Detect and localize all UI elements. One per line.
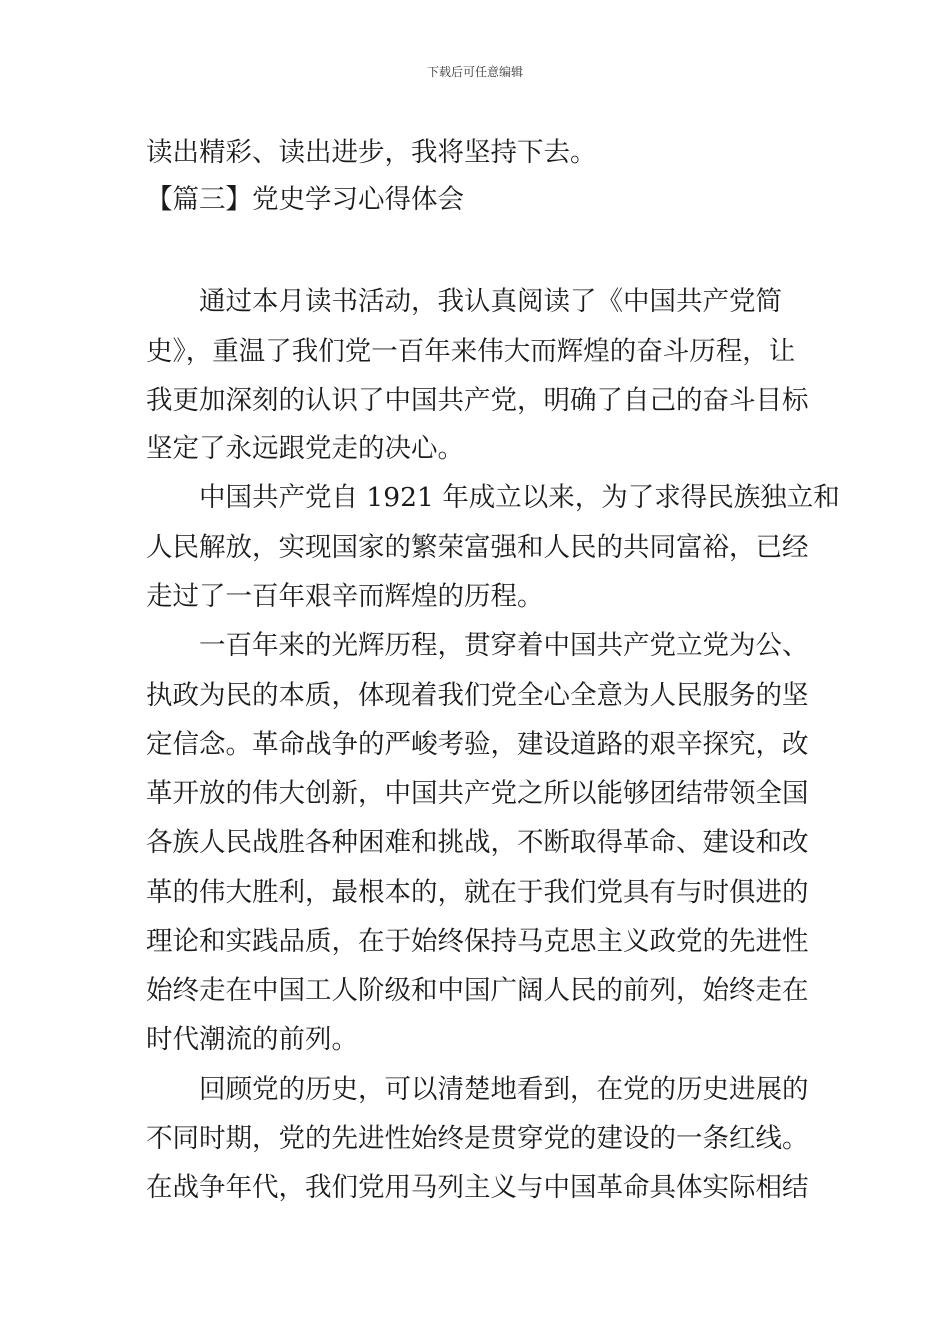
paragraph-line: 革开放的伟大创新，中国共产党之所以能够团结带领全国	[146, 778, 809, 809]
paragraph-line: 各族人民战胜各种困难和挑战，不断取得革命、建设和改	[146, 827, 809, 858]
paragraph-line: 定信念。革命战争的严峻考验，建设道路的艰辛探究，改	[146, 729, 809, 760]
paragraph-line: 始终走在中国工人阶级和中国广阔人民的前列，始终走在	[146, 975, 809, 1006]
page-header: 下载后可任意编辑	[426, 65, 523, 79]
paragraph-line: 不同时期，党的先进性始终是贯穿党的建设的一条红线。	[146, 1123, 809, 1154]
paragraph-line: 在战争年代，我们党用马列主义与中国革命具体实际相结	[146, 1172, 809, 1203]
paragraph-line: 坚定了永远跟党走的决心。	[146, 433, 464, 464]
paragraph-line: 人民解放，实现国家的繁荣富强和人民的共同富裕，已经	[146, 532, 809, 563]
intro-line: 读出精彩、读出进步，我将坚持下去。	[146, 137, 597, 168]
paragraph-line: 理论和实践品质，在于始终保持马克思主义政党的先进性	[146, 926, 809, 957]
section-title: 【篇三】党史学习心得体会	[146, 184, 464, 215]
paragraph-line: 回顾党的历史，可以清楚地看到，在党的历史进展的	[199, 1074, 809, 1105]
paragraph-line: 执政为民的本质，体现着我们党全心全意为人民服务的坚	[146, 680, 809, 711]
paragraph-line: 通过本月读书活动，我认真阅读了《中国共产党简	[199, 286, 782, 317]
paragraph-line: 时代潮流的前列。	[146, 1024, 358, 1055]
paragraph-line: 一百年来的光辉历程，贯穿着中国共产党立党为公、	[199, 630, 809, 661]
paragraph-line: 中国共产党自 1921 年成立以来，为了求得民族独立和	[199, 482, 840, 513]
paragraph-line: 革的伟大胜利，最根本的，就在于我们党具有与时俱进的	[146, 877, 809, 908]
paragraph-line: 史》，重温了我们党一百年来伟大而辉煌的奋斗历程，让	[146, 336, 796, 367]
paragraph-line: 走过了一百年艰辛而辉煌的历程。	[146, 581, 544, 612]
paragraph-line: 我更加深刻的认识了中国共产党，明确了自己的奋斗目标	[146, 385, 809, 416]
